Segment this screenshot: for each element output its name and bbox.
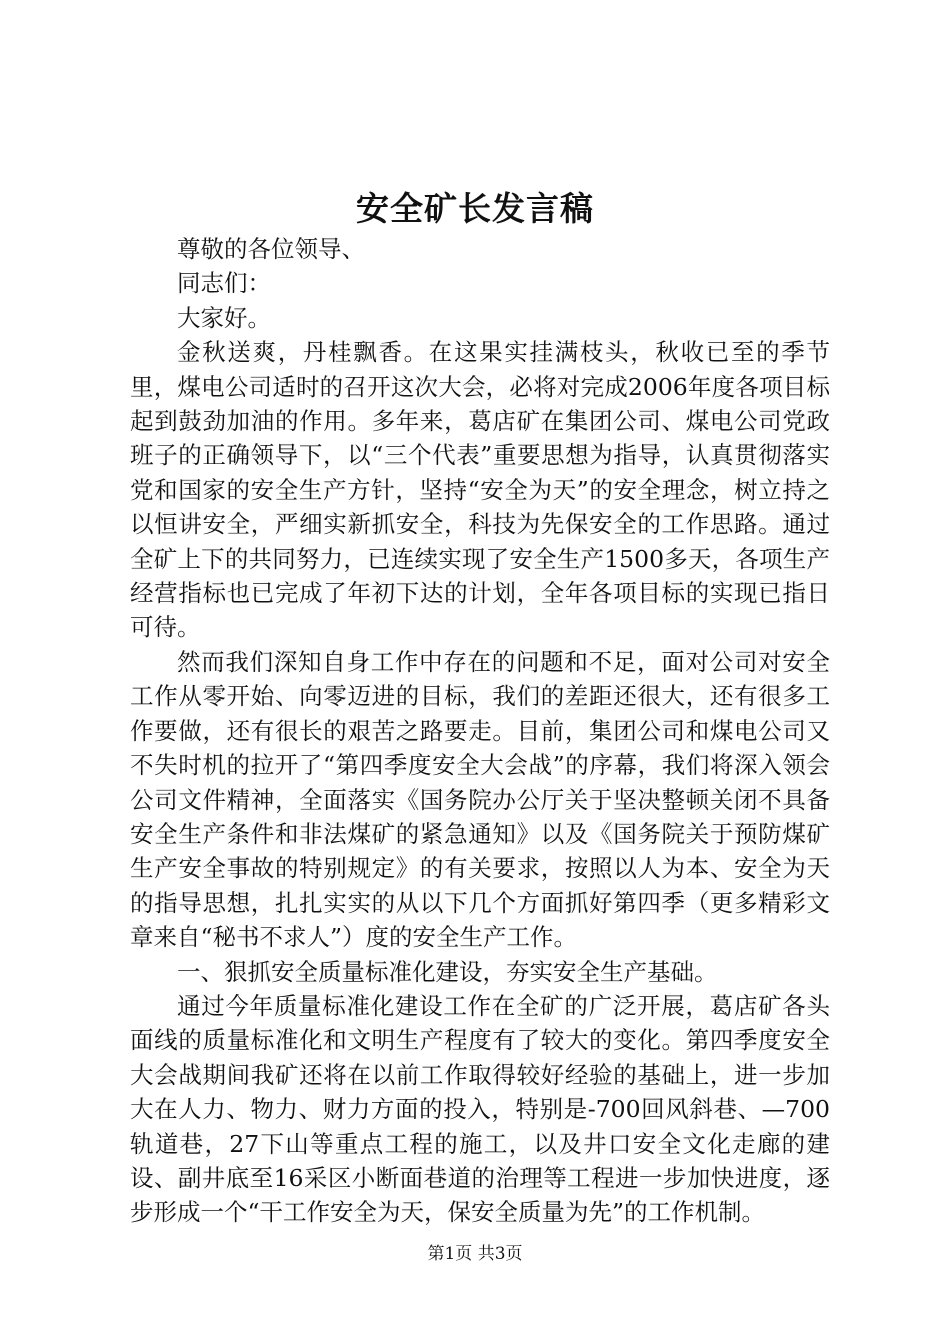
body-paragraph: 金秋送爽，丹桂飘香。在这果实挂满枝头，秋收已至的季节里，煤电公司适时的召开这次大会，必将对完成2006年度各项目标起到鼓劲加油的作用。多年来，葛店矿在集团公司、煤电公司党政班子的正确领导下，以“三个代表”重要思想为指导，认真贯彻落实党和国家的安全生产方针，坚持“安全为天”的安全理念，树立持之以恒讲安全，严细实新抓安全，科技为先保安全的工作思路。通过全矿上下的共同努力，已连续实现了安全生产1500多天，各项生产经营指标也已完成了年初下达的计划，全年各项目标的实现已指日可待。	[130, 338, 830, 642]
salutation-line-1: 尊敬的各位领导、	[177, 235, 365, 263]
document-body	[130, 232, 830, 1230]
greeting-line: 大家好。	[177, 303, 271, 332]
section-heading: 一、狠抓安全质量标准化建设，夯实安全生产基础。	[177, 957, 718, 986]
salutation-line-2: 同志们：	[177, 269, 271, 298]
body-paragraph: 然而我们深知自身工作中存在的问题和不足，面对公司对安全工作从零开始、向零迈进的目标，我们的差距还很大，还有很多工作要做，还有很长的艰苦之路要走。目前，集团公司和煤电公司又不失时机的拉开了“第四季度安全大会战”的序幕，我们将深入领会公司文件精神，全面落实《国务院办公厅关于坚决整顿关闭不具备安全生产条件和非法煤矿的紧急通知》以及《国务院关于预防煤矿生产安全事故的特别规定》的有关要求，按照以人为本、安全为天的指导思想，扎扎实实的从以下几个方面抓好第四季（更多精彩文章来自“秘书不求人”）度的安全生产工作。	[130, 647, 830, 952]
body-paragraph: 通过今年质量标准化建设工作在全矿的广泛开展，葛店矿各头面线的质量标准化和文明生产程度有了较大的变化。第四季度安全大会战期间我矿还将在以前工作取得较好经验的基础上，进一步加大在人力、物力、财力方面的投入，特别是-700回风斜巷、—700轨道巷，27下山等重点工程的施工，以及井口安全文化走廊的建设、副井底至16采区小断面巷道的治理等工程进一步加快进度，逐步形成一个“干工作安全为天，保安全质量为先”的工作机制。	[130, 991, 830, 1227]
page-footer: 第1页 共3页	[427, 1244, 523, 1264]
document-title: 安全矿长发言稿	[356, 189, 594, 228]
